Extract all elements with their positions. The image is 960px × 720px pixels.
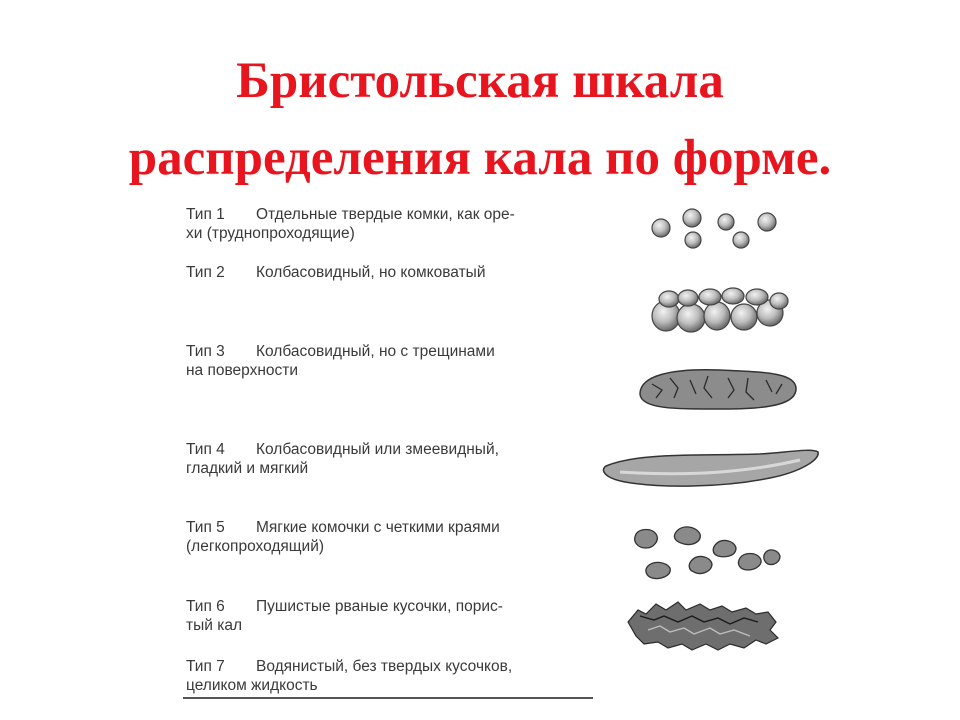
bottom-divider (183, 697, 593, 699)
smooth-snake-icon (603, 450, 818, 486)
type-row-4 (186, 440, 626, 478)
stool-illustrations (595, 195, 835, 665)
type-label: Тип 4 (186, 441, 225, 458)
separate-lumps-icon (652, 209, 776, 248)
fluffy-pieces-icon (628, 602, 778, 650)
type-description-line-1: Пушистые рваные кусочки, порис- (256, 598, 503, 615)
type-description-line-1: Колбасовидный, но с трещинами (256, 343, 495, 360)
type-description-line-2: тый кал (186, 617, 242, 634)
type-label: Тип 6 (186, 598, 225, 615)
type-description-line-1: Колбасовидный или змеевидный, (256, 441, 499, 458)
type-row-5 (186, 518, 626, 556)
slide-title-line-1: Бристольская шкала (236, 53, 724, 109)
type-row-2 (186, 263, 626, 282)
type-description-line-1: Мягкие комочки с четкими краями (256, 519, 500, 536)
type-label: Тип 7 (186, 658, 225, 675)
type-row-1 (186, 205, 626, 243)
type-description-line-2: на поверхности (186, 362, 299, 379)
type-description-line-2: гладкий и мягкий (186, 460, 309, 477)
lumpy-sausage-icon (652, 288, 788, 332)
type-row-7 (186, 657, 626, 695)
type-description-line-2: хи (труднопроходящие) (186, 225, 355, 242)
type-row-6 (186, 597, 626, 635)
type-description-line-2: (легкопроходящий) (186, 538, 325, 555)
type-description-line-1: Колбасовидный, но комковатый (256, 264, 486, 281)
cracked-sausage-icon (640, 370, 796, 409)
soft-blobs-icon (635, 527, 780, 579)
type-label: Тип 5 (186, 519, 225, 536)
type-description-line-1: Водянистый, без твердых кусочков, (256, 658, 513, 675)
type-label: Тип 2 (186, 264, 225, 281)
type-label: Тип 1 (186, 206, 225, 223)
type-description-line-2: целиком жидкость (186, 677, 318, 694)
slide-title-line-2: распределения кала по форме. (128, 130, 832, 186)
type-row-3 (186, 342, 626, 380)
type-label: Тип 3 (186, 343, 225, 360)
type-description-line-1: Отдельные твердые комки, как оре- (256, 206, 515, 223)
